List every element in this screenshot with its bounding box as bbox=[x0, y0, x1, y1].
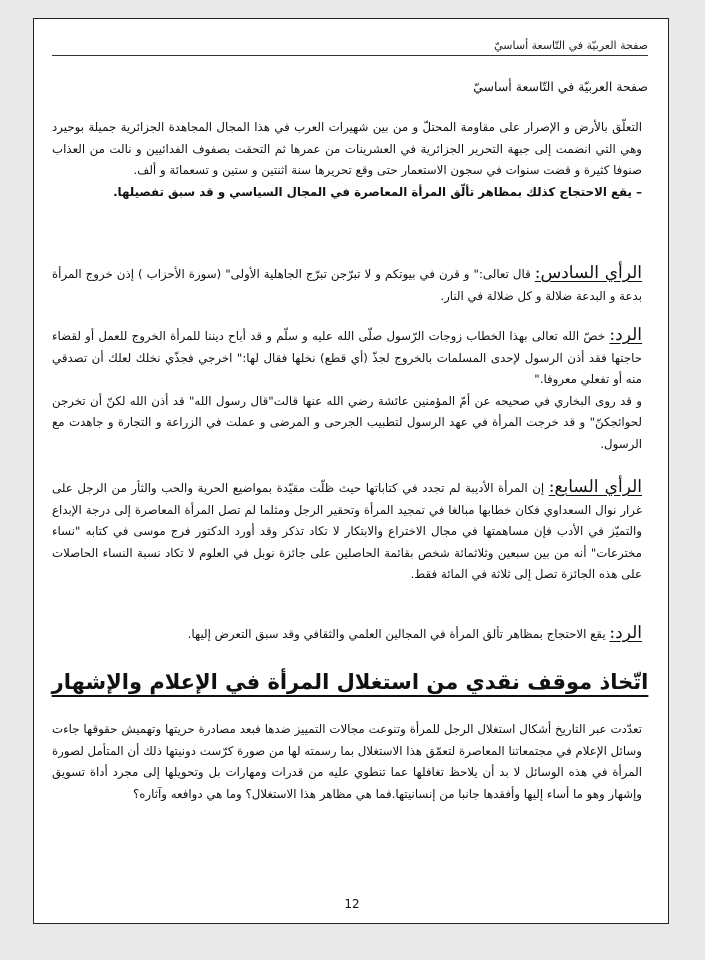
opinion-seven-text: إن المرأة الأديبة لم تجدد في كتاباتها حيث ظلّت مقيّدة بمواضيع الحرية والحب والثأر من الرجل على غرار نوال السعداوي فكان خطابها مبالغا في تمجيد المرأة وتحقير الرجل ومثلما لم تصل المرأة المعاصرة إلى درجة الإبداع والتميّز في الأدب فإن مساهمتها في مجال الاختراع والابتكار لا تكاد تذكر وقد أورد الدكتور فرج موسى في كتابه "نساء مخترعات" أنه من بين سبعين وثلاثمائة شخص بقائمة الحاصلين على جائزة نوبل في العلوم لا تكاد نسبة النساء الحاصلات على هذه الجائزة تصل إلى ثلاثة في المائة فقط. bbox=[52, 481, 642, 581]
page-number: 12 bbox=[344, 897, 360, 911]
document-page bbox=[33, 18, 669, 924]
reply-six-text: خصّ الله تعالى بهذا الخطاب زوجات الرّسول صلّى الله عليه و سلّم و قد أباح ديننا للمرأة الخروج للعمل أو لقضاء حاجتها فقد أذن الرسول لإحدى المسلمات بالخروج لجذّ (أي قطع) نخلها فقال لها:" اخرجي فجذّي نخلك لعلك أن تصدقي منه أو تفعلي معروفا." bbox=[52, 329, 642, 386]
reply-seven-text: يقع الاحتجاج بمظاهر تألق المرأة في المجالين العلمي والثقافي وقد سبق التعرض إليها. bbox=[187, 627, 606, 641]
running-header: صفحة العربيّة في التّاسعة أساسيّ bbox=[52, 39, 648, 56]
opinion-six-text: قال تعالى:" و قرن في بيوتكم و لا تبرّجن تبرّج الجاهلية الأولى" (سورة الأحزاب ) إذن خروج المرأة بدعة و البدعة ضلالة و كل ضلالة في النار. bbox=[52, 267, 642, 303]
reply-six-paragraph-two: و قد روى البخاري في صحيحه عن أمّ المؤمنين عائشة رضي الله عنها قالت"قال رسول الله" قد أذن الله لكنّ أن تخرجن لحوائجكنّ" و قد خرجت المرأة في عهد الرسول لتطبيب الجرحى و المرضى و عملت في الزراعة و التجارة و جاهدت مع الرسول. bbox=[52, 393, 642, 451]
opinion-six-label: الرأي السادس: bbox=[534, 263, 643, 283]
intro-block bbox=[52, 117, 642, 203]
intro-paragraph: التعلّق بالأرض و الإصرار على مقاومة المحتلّ و من بين شهيرات العرب في هذا المجال المجاهدة الجزائرية جميلة بوحيرد وهي التي انضمت إلى جبهة التحرير الجزائرية في العشرينات من عمرها ثم التحقت بصفوف الفدائيين و نالت من العذاب صنوفا كثيرة و قضت سنوات في سجون الاستعمار حتى وقع تحريرها سنة اثنتين و ستين و تسعمائة و ألف. bbox=[52, 120, 642, 177]
section-title: اتّخاذ موقف نقدي من استغلال المرأة في الإعلام والإشهار bbox=[51, 670, 649, 694]
page-subtitle: صفحة العربيّة في التّاسعة أساسيّ bbox=[473, 79, 648, 94]
opinion-seven-block bbox=[52, 477, 642, 586]
reply-six-block bbox=[52, 325, 642, 455]
intro-note: – يقع الاحتجاج كذلك بمظاهر تألّق المرأة المعاصرة في المجال السياسي و قد سبق تفصيلها. bbox=[113, 184, 642, 199]
opinion-seven-label: الرأي السابع: bbox=[548, 477, 642, 497]
reply-seven-label: الرد: bbox=[609, 623, 642, 643]
reply-seven-block bbox=[52, 623, 642, 646]
section-body: تعدّدت عبر التاريخ أشكال استغلال الرجل للمرأة وتنوعت مجالات التمييز ضدها فبعد مصادرة حريتها وتهميش حقوقها جاءت وسائل الإعلام في مجتمعاتنا المعاصرة لتعمّق هذا الاستغلال بما رسمته لها من صورة كرّست دونيتها ذلك أن المتأمل لصورة المرأة في هذه الوسائل لا بد أن يلاحظ تغافلها عما تنطوي عليه من قدرات ومهارات بل وتحويلها إلى مجرد أداة تسويق وإشهار وهو ما أساء إليها وأفقدها جانبا من إنسانيتها.فما هي مظاهر هذا الاستغلال؟ وما هي دوافعه وآثاره؟ bbox=[52, 722, 642, 801]
opinion-six-block bbox=[52, 263, 642, 307]
reply-six-label: الرد: bbox=[609, 325, 643, 345]
section-body-block bbox=[52, 719, 642, 805]
